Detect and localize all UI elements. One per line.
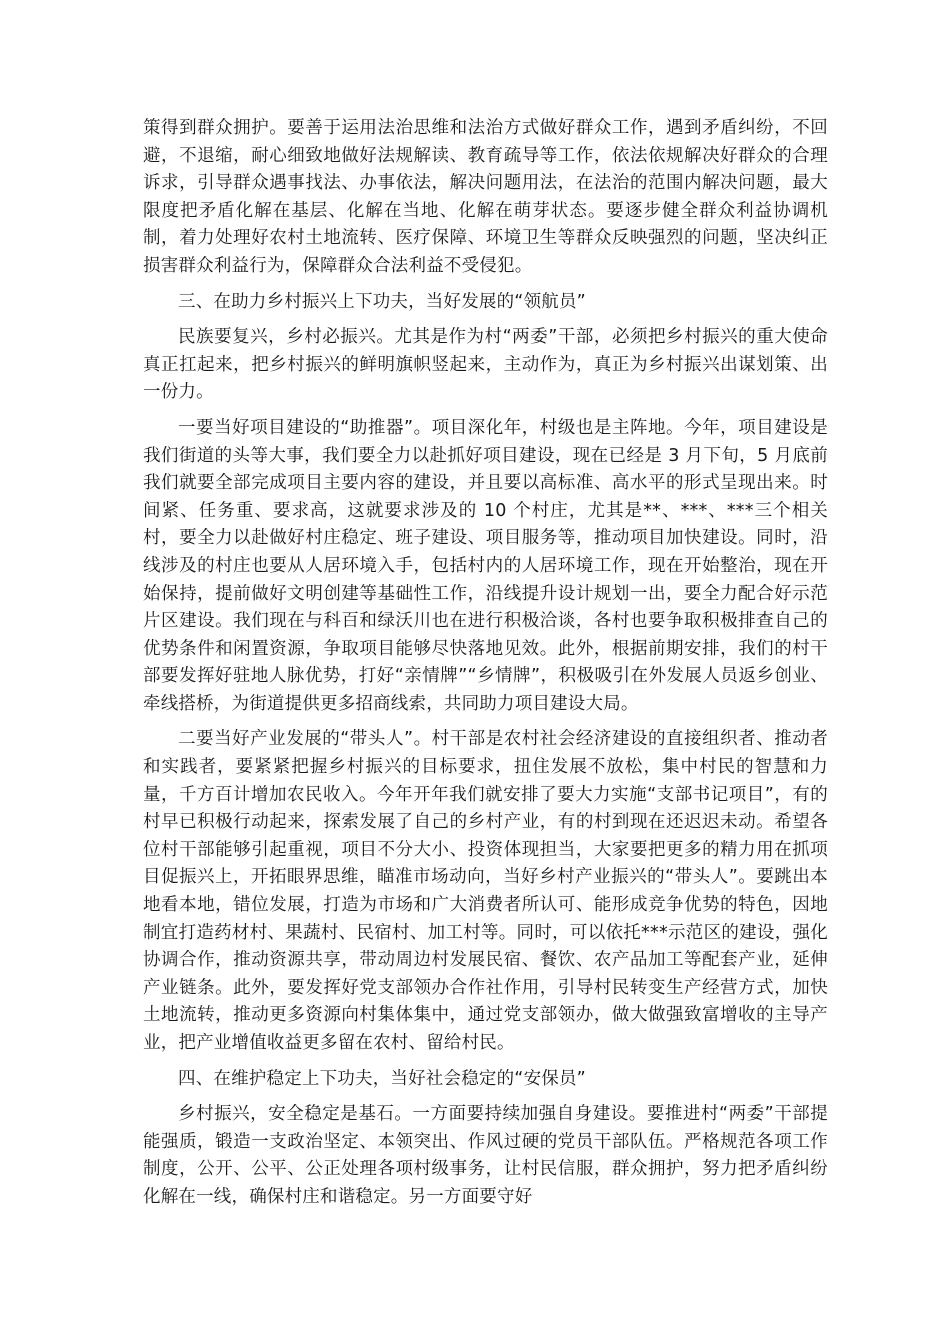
section-heading-four: 四、在维护稳定上下功夫，当好社会稳定的“安保员” — [178, 1068, 586, 1089]
paragraph-continued: 策得到群众拥护。要善于运用法治思维和法治方式做好群众工作，遇到矛盾纠纷，不回避，不退缩，耐心细致地做好法规解读、教育疏导等工作，依法依规解决好群众的合理诉求，引导群众遇事找法、办事依法，解决问题用法，在法治的范围内解决问题，最大限度把矛盾化解在基层、化解在当地、化解在萌芽状态。要逐步健全群众利益协调机制，着力处理好农村土地流转、医疗保障、环境卫生等群众反映强烈的问题，坚决纠正损害群众利益行为，保障群众合法利益不受侵犯。 — [143, 118, 828, 276]
paragraph-industry-development: 二要当好产业发展的“带头人”。村干部是农村社会经济建设的直接组织者、推动者和实践者，要紧紧把握乡村振兴的目标要求，扭住发展不放松，集中村民的智慧和力量，千方百计增加农民收入。今年开年我们就安排了要大力实施“支部书记项目”，有的村早已积极行动起来，探索发展了自己的乡村产业，有的村到现在还迟迟未动。希望各位村干部能够引起重视，项目不分大小、投资体现担当，大家要把更多的精力用在抓项目促振兴上，开拓眼界思维，瞄准市场动向，当好乡村产业振兴的“带头人”。要跳出本地看本地，错位发展，打造为市场和广大消费者所认可、能形成竞争优势的特色，因地制宜打造药材村、果蔬村、民宿村、加工村等。同时，可以依托***示范区的建设，强化协调合作，推动资源共享，带动周边村发展民宿、餐饮、农产品加工等配套产业，延伸产业链条。此外，要发挥好党支部领办合作社作用，引导村民转变生产经营方式，加快土地流转，推动更多资源向村集体集中，通过党支部领办，做大做强致富增收的主导产业，把产业增值收益更多留在农村、留给村民。 — [143, 729, 828, 1053]
paragraph-stability: 乡村振兴，安全稳定是基石。一方面要持续加强自身建设。要推进村“两委”干部提能强质，锻造一支政治坚定、本领突出、作风过硬的党员干部队伍。严格规范各项工作制度，公开、公平、公正处理各项村级事务，让村民信服，群众拥护，努力把矛盾纠纷化解在一线，确保村庄和谐稳定。另一方面要守好 — [143, 1104, 828, 1207]
paragraph-project-construction: 一要当好项目建设的“助推器”。项目深化年，村级也是主阵地。今年，项目建设是我们街道的头等大事，我们要全力以赴抓好项目建设，现在已经是 3 月下旬，5 月底前我们就要全部完成项目主要内容的建设，并且要以高标准、高水平的形式呈现出来。时间紧、任务重、要求高，这就要求涉及的 10 个村庄，尤其是**、***、***三个相关村，要全力以赴做好村庄稳定、班子建设、项目服务等，推动项目加快建设。同时，沿线涉及的村庄也要从人居环境入手，包括村内的人居环境工作，现在开始整治，现在开始保持，提前做好文明创建等基础性工作，沿线提升设计规划一出，要全力配合好示范片区建设。我们现在与科百和绿沃川也在进行积极洽谈，各村也要争取积极排查自己的优势条件和闲置资源，争取项目能够尽快落地见效。此外，根据前期安排，我们的村干部要发挥好驻地人脉优势，打好“亲情牌”“乡情牌”，积极吸引在外发展人员返乡创业、牵线搭桥，为街道提供更多招商线索，共同助力项目建设大局。 — [143, 417, 828, 714]
section-heading-three: 三、在助力乡村振兴上下功夫，当好发展的“领航员” — [178, 291, 586, 312]
document-page — [143, 115, 828, 1220]
paragraph-rural-revitalization: 民族要复兴，乡村必振兴。尤其是作为村“两委”干部，必须把乡村振兴的重大使命真正扛起来，把乡村振兴的鲜明旗帜竖起来，主动作为，真正为乡村振兴出谋划策、出一份力。 — [143, 327, 828, 403]
